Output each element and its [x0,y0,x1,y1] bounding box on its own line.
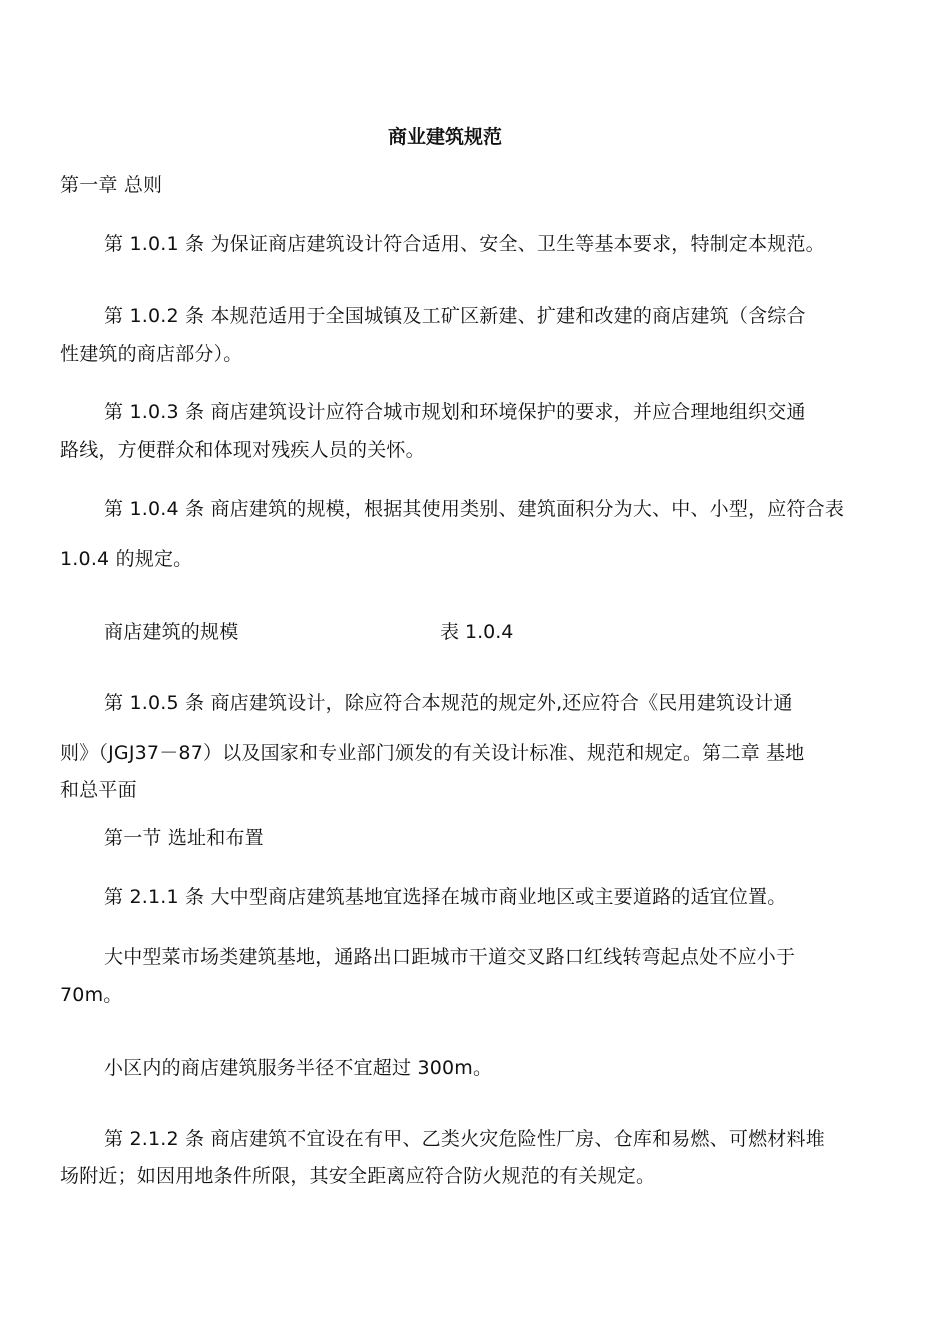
article-1-0-5-line1: 第 1.0.5 条 商店建筑设计，除应符合本规范的规定外,还应符合《民用建筑设计通 [104,692,793,714]
article-1-0-2-line1: 第 1.0.2 条 本规范适用于全国城镇及工矿区新建、扩建和改建的商店建筑（含综合 [104,305,806,327]
article-2-1-1b-line2: 70m。 [60,984,123,1006]
section-heading: 第一节 选址和布置 [104,827,264,849]
article-1-0-3-line1: 第 1.0.3 条 商店建筑设计应符合城市规划和环境保护的要求，并应合理地组织交通 [104,401,806,423]
table-number: 表 1.0.4 [440,621,514,643]
article-1-0-1: 第 1.0.1 条 为保证商店建筑设计符合适用、安全、卫生等基本要求，特制定本规范。 [104,233,825,255]
article-2-1-2-line2: 场附近；如因用地条件所限，其安全距离应符合防火规范的有关规定。 [60,1165,656,1187]
table-caption: 商店建筑的规模 [104,621,239,643]
article-1-0-5-line2: 则》（JGJ37－87）以及国家和专业部门颁发的有关设计标准、规范和规定。第二章 基地 [60,742,805,764]
article-1-0-3-line2: 路线，方便群众和体现对残疾人员的关怀。 [60,439,425,461]
article-2-1-1: 第 2.1.1 条 大中型商店建筑基地宜选择在城市商业地区或主要道路的适宜位置。 [104,886,787,908]
article-1-0-4-line2: 1.0.4 的规定。 [60,548,193,570]
chapter-heading: 第一章 总则 [60,174,163,196]
article-2-1-1b-line1: 大中型菜市场类建筑基地，通路出口距城市干道交叉路口红线转弯起点处不应小于 [104,946,796,968]
article-1-0-5-line3: 和总平面 [60,779,137,801]
article-2-1-2-line1: 第 2.1.2 条 商店建筑不宜设在有甲、乙类火灾危险性厂房、仓库和易燃、可燃材料堆 [104,1128,825,1150]
article-2-1-1c: 小区内的商店建筑服务半径不宜超过 300m。 [104,1057,493,1079]
article-1-0-2-line2: 性建筑的商店部分）。 [60,343,243,365]
document-title: 商业建筑规范 [387,126,502,148]
article-1-0-4-line1: 第 1.0.4 条 商店建筑的规模，根据其使用类别、建筑面积分为大、中、小型，应符合表 [104,498,845,520]
